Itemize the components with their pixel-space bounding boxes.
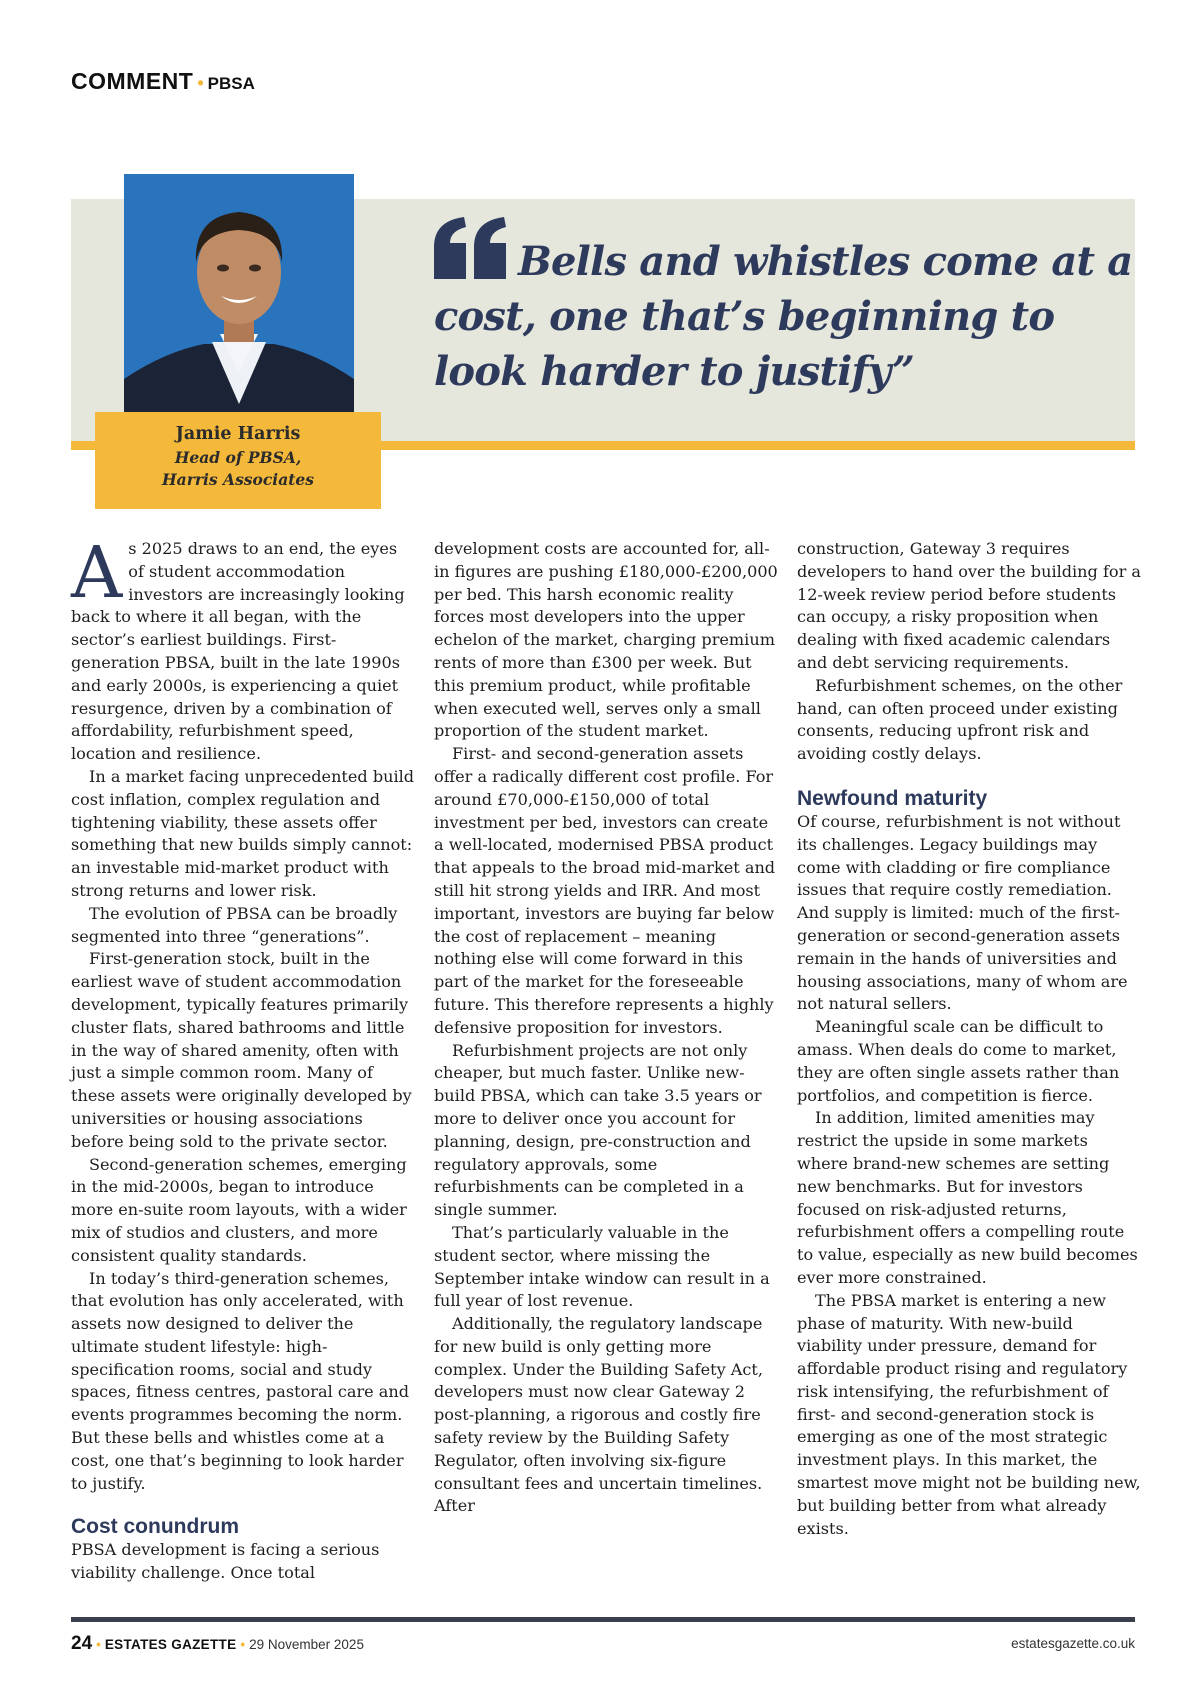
article-column-2 — [434, 538, 779, 1518]
footer-left — [71, 1633, 364, 1655]
subheading: Newfound maturity — [797, 786, 988, 810]
paragraph: construction, Gateway 3 requires developers to hand over the building for a 12-week review period before students can occupy, a risky proposition when dealing with fixed academic calendars and debt servicing requirements. — [797, 539, 1142, 672]
subsection-label: PBSA — [207, 74, 255, 93]
footer-separator: • — [96, 1637, 101, 1652]
author-photo — [124, 174, 354, 414]
paragraph-text: s 2025 draws to an end, the eyes of student accommodation investors are increasingly looking back to where it all began, with the sector’s earliest buildings. First-generation PBSA, built in the late 1990s and early 2000s, is experiencing a quiet resurgence, driven by a combination of affordability, refurbishment speed, location and resilience. — [71, 539, 405, 764]
author-role: Head of PBSA, — [174, 448, 302, 467]
article-column-1 — [71, 531, 416, 1585]
paragraph: First-generation stock, built in the earliest wave of student accommodation development, typically features primarily cluster flats, shared bathrooms and little in the way of shared amenity, often with just a simple common room. Many of these assets were originally developed by universities or housing associations before being sold to the private sector. — [71, 949, 412, 1151]
footer-separator: • — [240, 1637, 246, 1652]
website-link[interactable]: estatesgazette.co.uk — [1011, 1636, 1135, 1651]
paragraph: In a market facing unprecedented build cost inflation, complex regulation and tightening viability, these assets offer something that new builds simply cannot: an investable mid-market product with strong returns and lower risk. — [71, 766, 415, 900]
paragraph: The evolution of PBSA can be broadly segmented into three “generations”. — [71, 903, 398, 946]
paragraph: The PBSA market is entering a new phase of maturity. With new-build viability under pressure, demand for affordable product rising and regulatory risk intensifying, the refurbishment of first- and second-generation stock is emerging as one of the most strategic investment plays. In this market, the smartest move might not be building new, but building better from what already exists. — [797, 1290, 1141, 1538]
paragraph: Additionally, the regulatory landscape for new build is only getting more complex. Under the Building Safety Act, developers must now clear Gateway 2 post-planning, a rigorous and costly fire safety review by the Building Safety Regulator, often involving six-figure consultant fees and uncertain timelines. After — [434, 1314, 763, 1516]
paragraph: That’s particularly valuable in the student sector, where missing the September intake window can result in a full year of lost revenue. — [434, 1222, 770, 1311]
paragraph — [71, 531, 416, 766]
issue-date: 29 November 2025 — [249, 1637, 364, 1652]
paragraph: Refurbishment schemes, on the other hand, can often proceed under existing consents, reducing upfront risk and avoiding costly delays. — [797, 675, 1123, 764]
paragraph: PBSA development is facing a serious viability challenge. Once total — [71, 1540, 380, 1583]
header-separator: • — [197, 73, 204, 93]
page-footer — [71, 1633, 1135, 1655]
footer-rule — [71, 1617, 1135, 1622]
author-caption — [95, 412, 381, 509]
publication-name: ESTATES GAZETTE — [104, 1637, 237, 1652]
paragraph: First- and second-generation assets offer a radically different cost profile. For around £70,000-£150,000 of total investment per bed, investors can create a well-located, modernised PBSA product that appeals to the broad mid-market and still hit strong yields and IRR. And most important, investors are buying far below the cost of replacement – meaning nothing else will come forward in this part of the market for the foreseeable future. This therefore represents a highly defensive proposition for investors. — [434, 744, 776, 1037]
paragraph: Meaningful scale can be difficult to amass. When deals do come to market, they are often single assets rather than portfolios, and competition is fierce. — [797, 1017, 1120, 1105]
paragraph: Of course, refurbishment is not without its challenges. Legacy buildings may come with cladding or fire compliance issues that require costly remediation. And supply is limited: much of the first-generation or second-generation assets remain in the hands of universities and housing associations, many of whom are not natural sellers. — [797, 811, 1128, 1014]
pull-quote: Bells and whistles come at a cost, one that’s beginning to look harder to justify” — [434, 238, 1133, 395]
section-label: COMMENT — [71, 68, 194, 94]
paragraph: Second-generation schemes, emerging in the mid-2000s, began to introduce more en-suite room layouts, with a wider mix of studios and clusters, and more consistent quality standards. — [71, 1154, 407, 1265]
paragraph: Refurbishment projects are not only cheaper, but much faster. Unlike new-build PBSA, which can take 3.5 years or more to deliver once you account for planning, design, pre-construction and regulatory approvals, some refurbishments can be completed in a single summer. — [434, 1040, 762, 1220]
page-number: 24 — [71, 1633, 93, 1654]
paragraph: In today’s third-generation schemes, that evolution has only accelerated, with assets now designed to deliver the ultimate student lifestyle: high-specification rooms, social and study spaces, fitness centres, pastoral care and events programmes becoming the norm. But these bells and whistles come at a cost, one that’s beginning to look harder to justify. — [71, 1268, 410, 1493]
paragraph: In addition, limited amenities may restrict the upside in some markets where brand-new schemes are setting new benchmarks. But for investors focused on risk-adjusted returns, refurbishment offers a compelling route to value, especially as new build becomes ever more constrained. — [797, 1108, 1138, 1287]
article-column-3 — [797, 538, 1142, 1540]
page-header — [71, 68, 255, 95]
subheading: Cost conundrum — [71, 1515, 239, 1539]
drop-cap: A — [71, 531, 123, 614]
author-name: Jamie Harris — [175, 424, 301, 444]
author-company: Harris Associates — [162, 470, 314, 489]
paragraph: development costs are accounted for, all-in figures are pushing £180,000-£200,000 per bed. This harsh economic reality forces most developers into the upper echelon of the market, charging premium rents of more than £300 per week. But this premium product, while profitable when executed well, serves only a small proportion of the student market. — [434, 539, 778, 741]
